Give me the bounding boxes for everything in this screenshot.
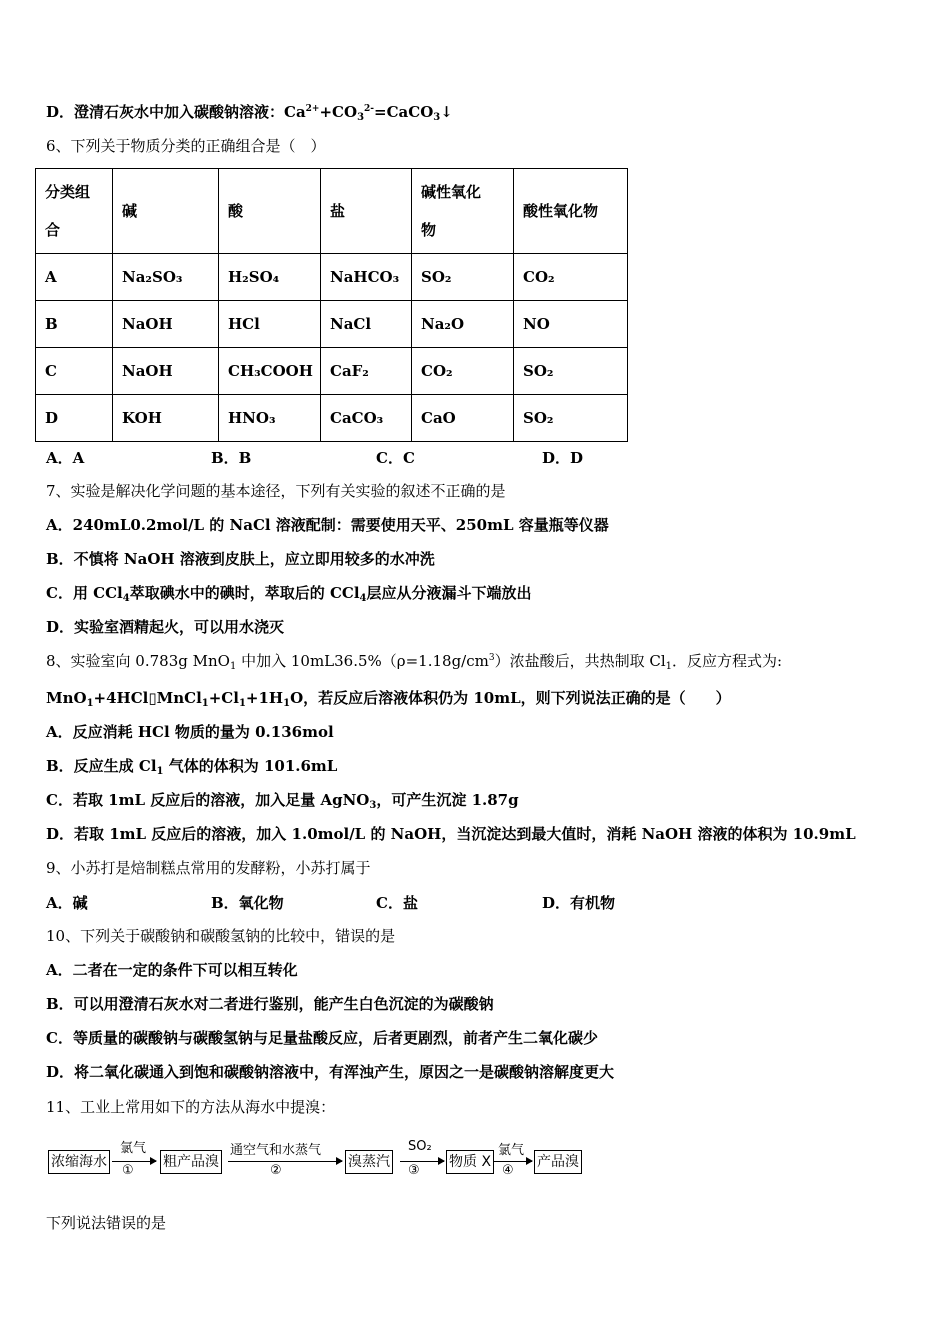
row-label: A [36, 254, 113, 301]
cell-base: NaOH [113, 301, 219, 348]
flow-arrow-4 [494, 1161, 532, 1162]
cell-basic-oxide: Na₂O [412, 301, 514, 348]
cell-base: KOH [113, 395, 219, 442]
q7-option-a[interactable]: A．240mL0.2mol/L 的 NaCl 溶液配制：需要使用天平、250mL 容量瓶等仪器 [46, 516, 609, 534]
flow-box-product-bromine: 产品溴 [534, 1150, 582, 1174]
flow-step4-num: ④ [502, 1163, 514, 1178]
q7-option-d[interactable]: D．实验室酒精起火，可以用水浇灭 [46, 618, 285, 636]
cell-acidic-oxide: SO₂ [514, 348, 628, 395]
flow-box-bromine-vapor: 溴蒸汽 [345, 1150, 393, 1174]
flow-step3-label: SO₂ [408, 1139, 432, 1154]
q6-stem: 6、下列关于物质分类的正确组合是（ ） [46, 137, 326, 155]
q8-stem: 8、实验室向 0.783g MnO$_1$ 中加入 $10mL36.5\%(\rho=1.18g/cm^3)$浓盐酸后，共热制取 $Cl_1$．反应方程式为: [46, 652, 783, 672]
cell-base: NaOH [113, 348, 219, 395]
header-acid: 酸 [219, 169, 321, 254]
flow-step2-label: 通空气和水蒸气 [230, 1143, 322, 1158]
q8-option-d[interactable]: D．若取 1mL 反应后的溶液，加入 1.0mol/L 的 NaOH，当沉淀达到最大值时，消耗 NaOH 溶液的体积为 10.9mL [46, 825, 856, 843]
q7-option-c[interactable]: C．用 CCl$_4$萃取碘水中的碘时，萃取后的 CCl$_4$层应从分液漏斗下端放出 [46, 584, 532, 604]
flow-arrow-1 [112, 1161, 156, 1162]
q9-stem: 9、小苏打是焙制糕点常用的发酵粉，小苏打属于 [46, 859, 371, 877]
cell-acidic-oxide: CO₂ [514, 254, 628, 301]
q10-stem: 10、下列关于碳酸钠和碳酸氢钠的比较中，错误的是 [46, 927, 396, 945]
cell-acid: HCl [219, 301, 321, 348]
table-row [36, 301, 628, 348]
flow-step2-num: ② [270, 1163, 282, 1178]
q6-option-b[interactable]: B．B [211, 449, 252, 467]
q11-stem: 11、工业上常用如下的方法从海水中提溴： [46, 1098, 336, 1116]
q6-option-a[interactable]: A．A [46, 449, 85, 467]
flow-step3-num: ③ [408, 1163, 420, 1178]
q6-option-c[interactable]: C．C [376, 449, 415, 467]
cell-salt: NaCl [321, 301, 412, 348]
classification-table [35, 168, 628, 442]
q9-option-a[interactable]: A．碱 [46, 894, 88, 912]
flow-step4-label: 氯气 [498, 1143, 525, 1158]
cell-basic-oxide: SO₂ [412, 254, 514, 301]
q8-option-a[interactable]: A．反应消耗 HCl 物质的量为 0.136mol [46, 723, 334, 741]
q10-option-a[interactable]: A．二者在一定的条件下可以相互转化 [46, 961, 298, 979]
table-row [36, 348, 628, 395]
row-label: B [36, 301, 113, 348]
row-label: D [36, 395, 113, 442]
q7-option-b[interactable]: B．不慎将 NaOH 溶液到皮肤上，应立即用较多的水冲洗 [46, 550, 435, 568]
q8-equation: $MnO_1+4HCl▯MnCl_1+Cl_1+1H_1O$，若反应后溶液体积仍为 10mL，则下列说法正确的是（ ） [46, 689, 731, 709]
cell-acidic-oxide: SO₂ [514, 395, 628, 442]
q8-option-c[interactable]: C．若取 1mL 反应后的溶液，加入足量 AgNO$_3$，可产生沉淀 1.87g [46, 791, 519, 811]
cell-acid: CH₃COOH [219, 348, 321, 395]
q7-stem: 7、实验是解决化学问题的基本途径，下列有关实验的叙述不正确的是 [46, 482, 506, 500]
header-basic-oxide: 碱性氧化物 [412, 169, 514, 254]
q9-option-c[interactable]: C．盐 [376, 894, 418, 912]
bromine-extraction-flowchart [48, 1137, 588, 1187]
header-salt: 盐 [321, 169, 412, 254]
q11-followup: 下列说法错误的是 [46, 1214, 167, 1232]
header-base: 碱 [113, 169, 219, 254]
table-row [36, 254, 628, 301]
q10-option-b[interactable]: B．可以用澄清石灰水对二者进行鉴别，能产生白色沉淀的为碳酸钠 [46, 995, 494, 1013]
cell-salt: NaHCO₃ [321, 254, 412, 301]
header-acidic-oxide: 酸性氧化物 [514, 169, 628, 254]
table-header-row [36, 169, 628, 254]
row-label: C [36, 348, 113, 395]
q9-option-d[interactable]: D．有机物 [542, 894, 616, 912]
cell-acid: H₂SO₄ [219, 254, 321, 301]
q10-option-d[interactable]: D．将二氧化碳通入到饱和碳酸钠溶液中，有浑浊产生，原因之一是碳酸钠溶解度更大 [46, 1063, 615, 1081]
q6-option-d[interactable]: D．D [542, 449, 584, 467]
flow-step1-label: 氯气 [120, 1141, 147, 1156]
q9-option-b[interactable]: B．氧化物 [211, 894, 284, 912]
table-row [36, 395, 628, 442]
prev-option-d: D．澄清石灰水中加入碳酸钠溶液：$Ca^{2+}+CO_3^{2-}=CaCO_3↓$ [46, 103, 453, 123]
header-group: 分类组合 [36, 169, 113, 254]
flow-step1-num: ① [122, 1163, 134, 1178]
flow-arrow-2 [228, 1161, 342, 1162]
cell-base: Na₂SO₃ [113, 254, 219, 301]
cell-basic-oxide: CO₂ [412, 348, 514, 395]
q10-option-c[interactable]: C．等质量的碳酸钠与碳酸氢钠与足量盐酸反应，后者更剧烈，前者产生二氧化碳少 [46, 1029, 598, 1047]
q8-option-b[interactable]: B．反应生成 $Cl_1$ 气体的体积为 101.6mL [46, 757, 338, 777]
flow-arrow-3 [400, 1161, 444, 1162]
flow-box-substance-x: 物质 X [446, 1150, 494, 1174]
cell-salt: CaF₂ [321, 348, 412, 395]
cell-acidic-oxide: NO [514, 301, 628, 348]
cell-acid: HNO₃ [219, 395, 321, 442]
flow-box-concentrated-seawater: 浓缩海水 [48, 1150, 110, 1174]
flow-box-crude-bromine: 粗产品溴 [160, 1150, 222, 1174]
cell-basic-oxide: CaO [412, 395, 514, 442]
cell-salt: CaCO₃ [321, 395, 412, 442]
